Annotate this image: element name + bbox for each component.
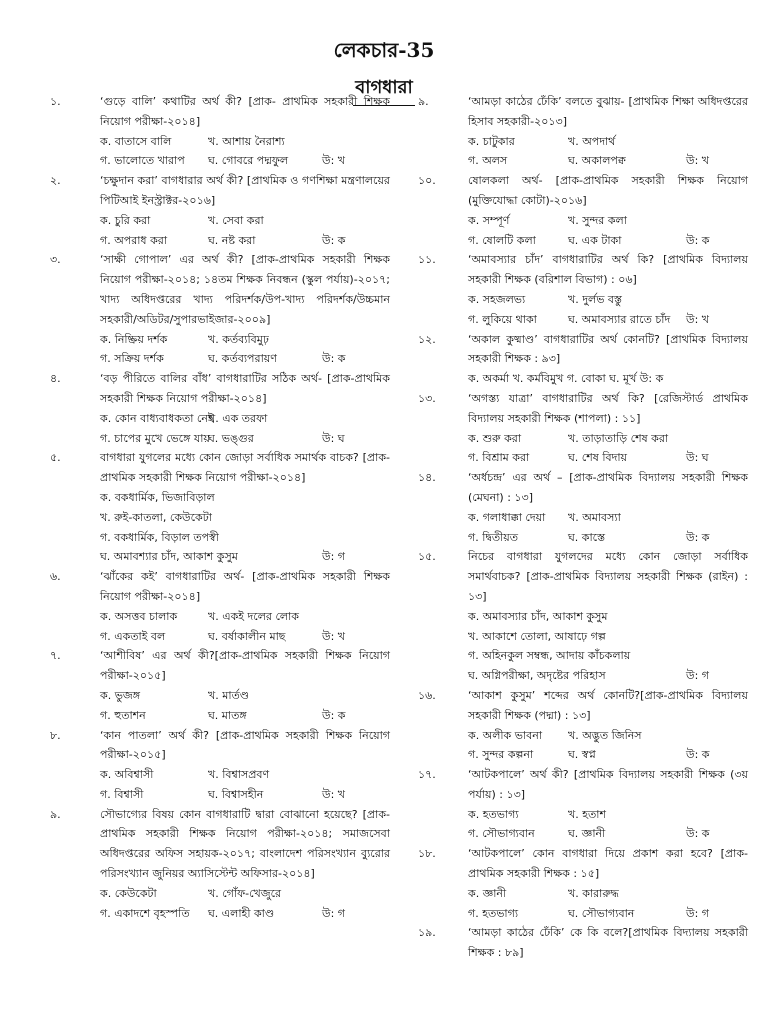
question-item [418,330,748,389]
option-b: ঘ. জ্ঞানী [568,827,606,841]
option-b: খ. কর্তব্যবিমুঢ় [208,332,269,346]
option-b: খ. তাড়াতাড়ি শেষ করা [568,431,669,445]
answer-label: উ: খ [686,312,709,326]
answer-label: উ: খ [322,154,345,168]
question-text: ‘বড় পীরিতে বালির বাঁধ’ বাগধারাটির সঠিক অর্থ- [প্রাক-প্রাথমিক সহকারী শিক্ষক নিয়োগ পরীক্ষা-২০১৪] [100,372,390,405]
option-row [468,745,748,765]
option-a: ক. গলাধাক্কা দেয়া [468,510,546,524]
question-text: ‘সাক্ষী গোপাল’ এর অর্থ কী? [প্রাক-প্রাথমিক সহকারী শিক্ষক নিয়োগ পরীক্ষা-২০১৪; ১৪তম শিক্ষক নিবন্ধন (স্কুল পর্যায়)-২০১৭; খাদ্য অধিদপ্তরের খাদ্য পরিদর্শক/উপ-খাদ্য পরিদর্শক/উচ্চমান সহকারী/অডিটর/সুপারভাইজার-২০০৯] [100,253,390,326]
question-text: ‘আকাশ কুসুম’ শব্দের অর্থ কোনটি?[প্রাক-প্রাথমিক বিদ্যালয় সহকারী শিক্ষক (পদ্মা) : ১৩] [468,688,748,722]
option-b: ঘ. মাতঙ্গ [208,708,247,722]
option-b: ঘ. অকালপক্ব [568,154,626,168]
question-item [418,171,748,250]
option-b: খ. কারারুদ্ধ [568,886,619,900]
option-a: ক. অলীক ভাবনা [468,728,543,742]
answer-label: উ: ঘ [322,431,345,445]
answer-label: উ: খ [322,787,345,801]
option-b: খ. সুন্দর কলা [568,213,627,227]
question-number: ১৯. [418,926,436,940]
question-text: বাগধারা যুগলের মধ্যে কোন জোড়া সর্বাধিক সমার্থক বাচক? [প্রাক-প্রাথমিক সহকারী শিক্ষক নিয়োগ পরীক্ষা-২০১৪] [100,451,390,485]
question-text: নিচের বাগধারা যুগলদের মধ্যে কোন জোড়া সর্বাধিক সমার্থবাচক? [প্রাক-প্রাথমিক বিদ্যালয় সহকারী শিক্ষক (রাইন) : ১৩] [468,550,748,603]
question-number: ১. [50,95,61,108]
question-item [418,547,748,686]
option-row [468,151,748,171]
question-number: ৯. [418,95,429,108]
question-number: ১৪. [418,471,436,485]
option-row [100,409,390,429]
option-b: খ. গোঁফ-খেজুরে [208,886,282,900]
question-text: সৌভাগ্যের বিষয় কোন বাগধারাটি দ্বারা বোঝানো হয়েছে? [প্রাক-প্রাথমিক সহকারী শিক্ষক নিয়োগ পরীক্ষা-২০১৪; সমাজসেবা অধিদপ্তরের অফিস সহায়ক-২০১৭; বাংলাদেশ পরিসংখ্যান ব্যুরোর পরিসংখ্যান জুনিয়র অ্যাসিস্টেন্ট অফিসার-২০১৪] [100,807,390,881]
option-a: ক. চুরি করা [100,213,151,227]
option-row [100,547,390,567]
question-item [50,369,390,448]
option-row [100,488,390,508]
option-a: গ. চাপের মুখে ভেঙ্গে যায় [100,431,210,445]
option-row [468,904,748,924]
question-item [418,686,748,765]
question-item [418,468,748,547]
question-number: ১৮. [418,847,436,861]
answer-label: উ: খ [686,154,709,168]
option-a: গ. বিশ্রাম করা [468,451,530,465]
option-b: খ. হতাশ [568,807,606,821]
option-b: খ. মার্তণ্ড [208,688,250,702]
question-text: ‘চক্ষুদান করা’ বাগধারার অর্থ কী? [প্রাথমিক ও গণশিক্ষা মন্ত্রণালয়ের পিটিআই ইনস্ট্রাক্টর-২০১৬] [100,174,390,207]
option-row [100,627,390,647]
option-row [468,211,748,231]
question-number: ৯. [50,807,61,821]
option-b: ঘ. এলাহী কাণ্ড [208,906,275,920]
option-a: গ. অলস [468,154,508,168]
question-item [50,726,390,805]
option-row [468,132,748,152]
option-b: ঘ. নষ্ট করা [208,233,256,247]
option-row [468,508,748,528]
option-row [100,132,390,152]
question-number: ৫. [50,451,61,465]
option-b: খ. একই দলের লোক [208,609,299,623]
option-b: ঘ. সৌভাগ্যবান [568,906,635,920]
option-a: ক. শুরু করা [468,431,522,445]
answer-label: উ: খ [322,629,345,643]
option-row [468,627,748,647]
option-row [100,884,390,904]
option-row [100,686,390,706]
option-row [100,765,390,785]
option-a: ক. অসত্তব চালাক [100,609,178,623]
option-a: গ. সক্রিয় দর্শক [100,352,164,366]
question-text: ‘আটকপালে’ কোন বাগধারা দিয়ে প্রকাশ করা হবে? [প্রাক-প্রাথমিক সহকারী শিক্ষক : ১৫] [468,847,748,881]
option-b: ঘ. কর্তব্যপরায়ণ [208,352,277,366]
option-row [468,290,748,310]
option-a: গ. বিশ্বাসী [100,787,144,801]
option-b: ঘ. ভঙ্গুর [208,431,254,445]
option-a: খ. রুই-কাতলা, কেউকেটা [100,510,212,524]
question-number: ১৫. [418,550,436,564]
answer-label: উ: ক [686,748,710,762]
option-a: ক. চাটুকার [468,134,515,148]
question-number: ৬. [50,570,61,584]
option-b: খ. আশায় নৈরাশ্য [208,134,285,148]
option-a: গ. লুকিয়ে থাকা [468,312,537,326]
option-row [468,429,748,449]
answer-label: উ: গ [686,906,709,920]
option-b: খ. বিশ্বাসপ্রবণ [208,768,270,782]
question-number: ৪. [50,372,61,386]
answer-label: উ: ক [322,708,346,722]
option-b: ঘ. কাস্তে [568,530,606,544]
question-number: ৭. [50,649,61,663]
option-b: ঘ. বর্ষাকালীন মাছ [208,629,286,643]
answer-label: উ: ক [686,827,710,841]
question-item [418,92,748,171]
answer-label: উ: ক [322,352,346,366]
right-column [418,92,748,963]
option-a: গ. বকধার্মিক, বিড়াল তপস্বী [100,530,219,544]
question-text: ‘আমড়া কাঠের ঢেঁকি’ কে কি বলে?[প্রাথমিক বিদ্যালয় সহকারী শিক্ষক : ৮৯] [468,926,748,960]
answer-label: উ: ঘ [686,451,709,465]
option-row [468,528,748,548]
option-row [100,330,390,350]
option-b: খ. এক তরফা [208,411,268,425]
option-b: ঘ. শেষ বিদায় [568,451,628,465]
option-b: খ. অদ্ভুত জিনিস [568,728,642,742]
option-a: গ. একতাই বল [100,629,166,643]
question-item [50,250,390,369]
option-b: ঘ. এক টাকা [568,233,622,247]
question-text: ‘ঝাঁকের কই’ বাগধারাটির অর্থ- [প্রাক-প্রাথমিক সহকারী শিক্ষক নিয়োগ পরীক্ষা-২০১৪] [100,570,390,603]
option-a: গ. হতভাগ্য [468,906,519,920]
answer-label: উ: ক [686,233,710,247]
question-item [50,805,390,924]
option-a: গ. সুন্দর কল্পনা [468,748,534,762]
option-a: গ. দ্বিতীয়ত [468,530,519,544]
option-row [468,646,748,666]
option-row [468,884,748,904]
option-b: ঘ. বিশ্বাসহীন [208,787,264,801]
answer-label: উ: ক [322,233,346,247]
question-text: ‘গুড়ে বালি’ কথাটির অর্থ কী? [প্রাক- প্রাথমিক সহকারী শিক্ষক নিয়োগ পরীক্ষা-২০১৪] [100,95,390,128]
question-number: ৮. [50,728,61,742]
option-row [100,706,390,726]
option-a: ক. সহজলভ্য [468,292,526,306]
question-item [50,646,390,725]
question-text: ষোলকলা অর্থ- [প্রাক-প্রাথমিক সহকারী শিক্ষক নিয়োগ (মুক্তিযোদ্ধা কোটা)-২০১৬] [468,174,748,207]
question-number: ১৭. [418,768,436,782]
option-a: ক. বাতাসে বালি [100,134,172,148]
option-a: গ. সৌভাগ্যবান [468,827,535,841]
option-row [468,448,748,468]
question-item [418,250,748,329]
option-row [468,666,748,686]
option-a: ঘ. অমাবশ্যার চাঁদ, আকাশ কুসুম [100,550,238,564]
option-row [468,805,748,825]
question-number: ২. [50,174,61,188]
question-item [418,389,748,468]
question-item [418,765,748,844]
option-a: গ. ভালোতে খারাপ [100,154,185,168]
topic-title: বাগধারা [353,73,414,106]
question-item [418,844,748,923]
option-a: গ. অহিনকুল সম্বন্ধ, আদায় কাঁচকলায় [468,649,631,663]
option-a: গ. অপরাধ করা [100,233,168,247]
option-b: খ. অমাবস্যা [568,510,621,524]
question-text: ‘অর্ধচন্দ্র’ এর অর্থ – [প্রাক-প্রাথমিক বিদ্যালয় সহকারী শিক্ষক (মেঘনা) : ১৩] [468,471,748,504]
option-a: ক. সম্পূর্ণ [468,213,510,227]
option-row [468,607,748,627]
option-a: ক. অবিশ্বাসী [100,768,154,782]
option-row [468,369,748,389]
answer-label: উ: গ [686,669,709,683]
option-a: ক. কেউকেটা [100,886,157,900]
question-text: ‘কান পাতলা’ অর্থ কী? [প্রাক-প্রাথমিক সহকারী শিক্ষক নিয়োগ পরীক্ষা-২০১৫] [100,728,390,762]
option-a: গ. একাদশে বৃহস্পতি [100,906,190,920]
option-b: খ. সেবা করা [208,213,264,227]
option-a: ক. কোন বাধ্যবাধকতা নেই [100,411,214,425]
option-row [100,528,390,548]
option-row [100,904,390,924]
option-row [468,231,748,251]
option-a: ক. ভুজঙ্গ [100,688,141,702]
option-b: খ. অপদার্থ [568,134,616,148]
answer-label: উ: গ [322,550,345,564]
option-a: ক. জ্ঞানী [468,886,507,900]
option-a: ক. নিষ্ক্রিয় দর্শক [100,332,168,346]
question-text: ‘অকাল কুষ্মাণ্ড’ বাগধারাটির অর্থ কোনটি? [প্রাথমিক বিদ্যালয় সহকারী শিক্ষক : ৯৩] [468,332,748,366]
option-a: গ. ষোলটি কলা [468,233,536,247]
option-a: খ. আকাশে তোলা, আষাঢ়ে গল্প [468,629,606,643]
question-item [418,923,748,963]
question-item [50,92,390,171]
question-item [50,567,390,646]
answer-label: উ: গ [322,906,345,920]
question-number: ১১. [418,253,436,267]
option-row [100,607,390,627]
option-a: ক. হতভাগ্য [468,807,519,821]
question-number: ৩. [50,253,61,267]
option-row [100,211,390,231]
option-row [100,429,390,449]
lecture-title: লেকচার-35 [333,38,435,62]
question-text: ‘আটকপালে’ অর্থ কী? [প্রাথমিক বিদ্যালয় সহকারী শিক্ষক (৩য় পর্যায়) : ১৩] [468,768,748,801]
question-number: ১০. [418,174,436,188]
question-number: ১৩. [418,391,436,405]
question-text: ‘অগস্ত্য যাত্রা’ বাগধারাটির অর্থ কি? [রেজিস্টার্ড প্রাথমিক বিদ্যালয় সহকারী শিক্ষক (শাপলা) : ১১] [468,391,748,425]
question-number: ১৬. [418,688,436,702]
option-b: ঘ. গোবরে পদ্মফুল [208,154,289,168]
option-a: ক. অকর্মা খ. কর্মবিমুখ গ. বোকা ঘ. মূর্খ উ: ক [468,372,664,386]
question-item [50,448,390,567]
question-number: ১২. [418,332,436,346]
question-text: ‘আমড়া কাঠের ঢেঁকি’ বলতে বুঝায়- [প্রাথমিক শিক্ষা অধিদপ্তরের হিসাব সহকারী-২০১৩] [468,95,748,128]
option-row [468,726,748,746]
option-row [100,349,390,369]
option-row [100,231,390,251]
question-text: ‘আশীবিষ’ এর অর্থ কী?[প্রাক-প্রাথমিক সহকারী শিক্ষক নিয়োগ পরীক্ষা-২০১৫] [100,649,390,683]
option-b: ঘ. স্বপ্ন [568,748,596,762]
option-b: ঘ. অমাবস্যার রাতে চাঁদ [568,312,671,326]
option-row [468,310,748,330]
option-row [100,508,390,528]
option-a: গ. হুতাশন [100,708,146,722]
option-row [100,785,390,805]
left-column [50,92,390,923]
option-b: খ. দুর্লভ বস্তু [568,292,622,306]
option-row [468,824,748,844]
option-row [100,151,390,171]
option-a: ক. বকধার্মিক, ভিজাবিড়াল [100,490,215,504]
option-a: ক. অমাবস্যার চাঁদ, আকাশ কুসুম [468,609,608,623]
question-item [50,171,390,250]
option-a: ঘ. অগ্নিপরীক্ষা, অদৃষ্টের পরিহাস [468,669,606,683]
question-text: ‘অমাবস্যার চাঁদ’ বাগধারাটির অর্থ কি? [প্রাথমিক বিদ্যালয় সহকারী শিক্ষক (বরিশাল বিভাগ) : ০৬] [468,253,748,287]
answer-label: উ: ক [686,530,710,544]
